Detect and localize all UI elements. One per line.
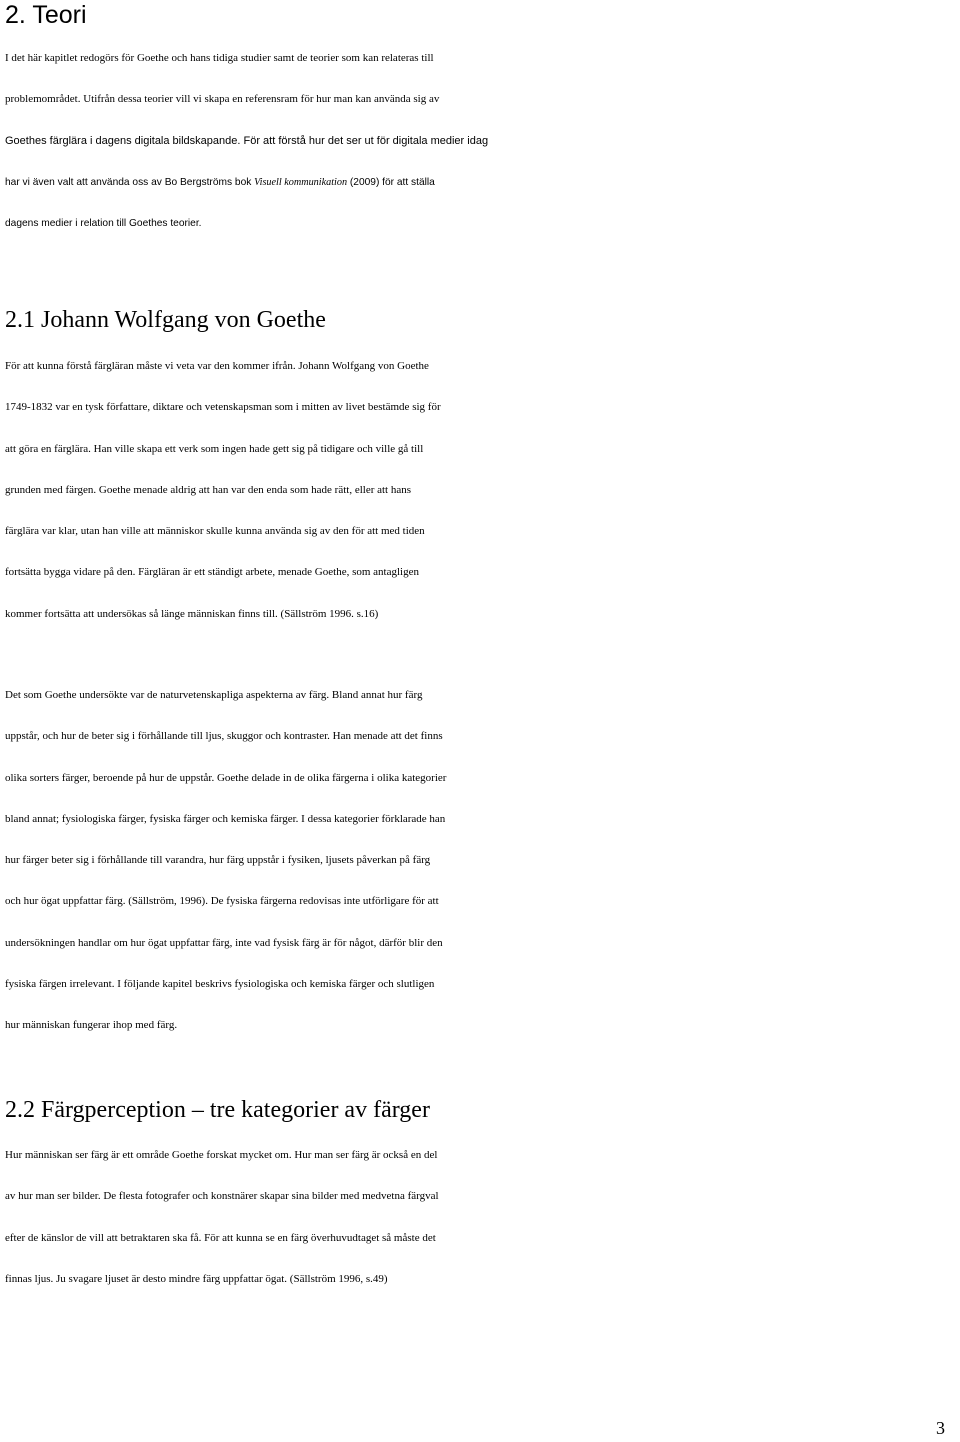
s21-line-4: grunden med färgen. Goethe menade aldrig att han var den enda som hade rätt, eller att hans — [5, 483, 412, 496]
intro-line-3-a: Goethes färglära i dagens digitala bildskapande. — [5, 134, 241, 147]
p2-line-7: undersökningen handlar om hur ögat uppfattar färg, inte vad fysisk färg är för något, därför blir den — [5, 936, 443, 949]
s21-line-1: För att kunna förstå färgläran måste vi veta var den kommer ifrån. Johann Wolfgang von Goethe — [5, 360, 429, 372]
intro-line-4-b: (2009) för att ställa — [347, 176, 435, 188]
section-2-1-heading: 2.1 Johann Wolfgang von Goethe — [5, 307, 326, 333]
section-2-2-paragraph — [5, 1135, 960, 1300]
chapter-heading: 2. Teori — [5, 1, 87, 29]
s22-line-3: efter de känslor de vill att betraktaren ska få. För att kunna se en färg överhuvudtaget så måste det — [5, 1231, 436, 1244]
section-2-2-heading: 2.2 Färgperception – tre kategorier av färger — [5, 1097, 430, 1123]
s22-line-4: finnas ljus. Ju svagare ljuset är desto mindre färg uppfattar ögat. (Sällström 1996, s.49) — [5, 1272, 388, 1285]
intro-line-2: problemområdet. Utifrån dessa teorier vill vi skapa en referensram för hur man kan använda sig av — [5, 93, 440, 106]
s21-line-6: fortsätta bygga vidare på den. Färgläran är ett ständigt arbete, menade Goethe, som antagligen — [5, 566, 419, 579]
p2-line-2: uppstår, och hur de beter sig i förhållande till ljus, skuggor och kontraster. Han menade att det finns — [5, 730, 443, 743]
s21-line-7: kommer fortsätta att undersökas så länge människan finns till. (Sällström 1996. s.16) — [5, 607, 379, 620]
goethe-research-paragraph — [5, 675, 960, 1047]
book-title: Visuell kommunikation — [254, 176, 348, 188]
section-2-1-paragraph — [5, 346, 960, 635]
intro-line-3-b: För att förstå hur det ser ut för digitala medier idag — [240, 134, 489, 147]
s21-line-2: 1749-1832 var en tysk författare, diktare och vetenskapsman som i mitten av livet bestämde sig för — [5, 401, 441, 414]
intro-line-5: dagens medier i relation till Goethes teorier. — [5, 218, 202, 230]
intro-line-4-a: har vi även valt att använda oss av Bo Bergströms bok — [5, 176, 255, 188]
p2-line-9: hur människan fungerar ihop med färg. — [5, 1019, 178, 1032]
intro-line-3 — [5, 121, 960, 162]
intro-paragraph — [5, 38, 960, 244]
p2-line-6: och hur ögat uppfattar färg. (Sällström, 1996). De fysiska färgerna redovisas inte utförligare för att — [5, 895, 439, 908]
page-number: 3 — [936, 1418, 945, 1438]
s22-line-2: av hur man ser bilder. De flesta fotografer och konstnärer skapar sina bilder med medvetna färgval — [5, 1190, 439, 1203]
p2-line-5: hur färger beter sig i förhållande till varandra, hur färg uppstår i fysiken, ljusets påverkan på färg — [5, 854, 431, 867]
p2-line-3: olika sorters färger, beroende på hur de uppstår. Goethe delade in de olika färgerna i olika kategorier — [5, 771, 447, 784]
p2-line-4: bland annat; fysiologiska färger, fysiska färger och kemiska färger. I dessa kategorier förklarade han — [5, 812, 446, 825]
s22-line-1: Hur människan ser färg är ett område Goethe forskat mycket om. Hur man ser färg är också en del — [5, 1149, 438, 1161]
s21-line-3: att göra en färglära. Han ville skapa ett verk som ingen hade gett sig på tidigare och ville gå till — [5, 442, 424, 455]
s21-line-5: färglära var klar, utan han ville att människor skulle kunna använda sig av den för att med tiden — [5, 525, 425, 538]
p2-line-8: fysiska färgen irrelevant. I följande kapitel beskrivs fysiologiska och kemiska färger och slutligen — [5, 978, 435, 991]
intro-line-4 — [5, 162, 960, 203]
intro-line-1: I det här kapitlet redogörs för Goethe och hans tidiga studier samt de teorier som kan relateras till — [5, 52, 434, 64]
p2-line-1: Det som Goethe undersökte var de naturvetenskapliga aspekterna av färg. Bland annat hur färg — [5, 689, 423, 701]
